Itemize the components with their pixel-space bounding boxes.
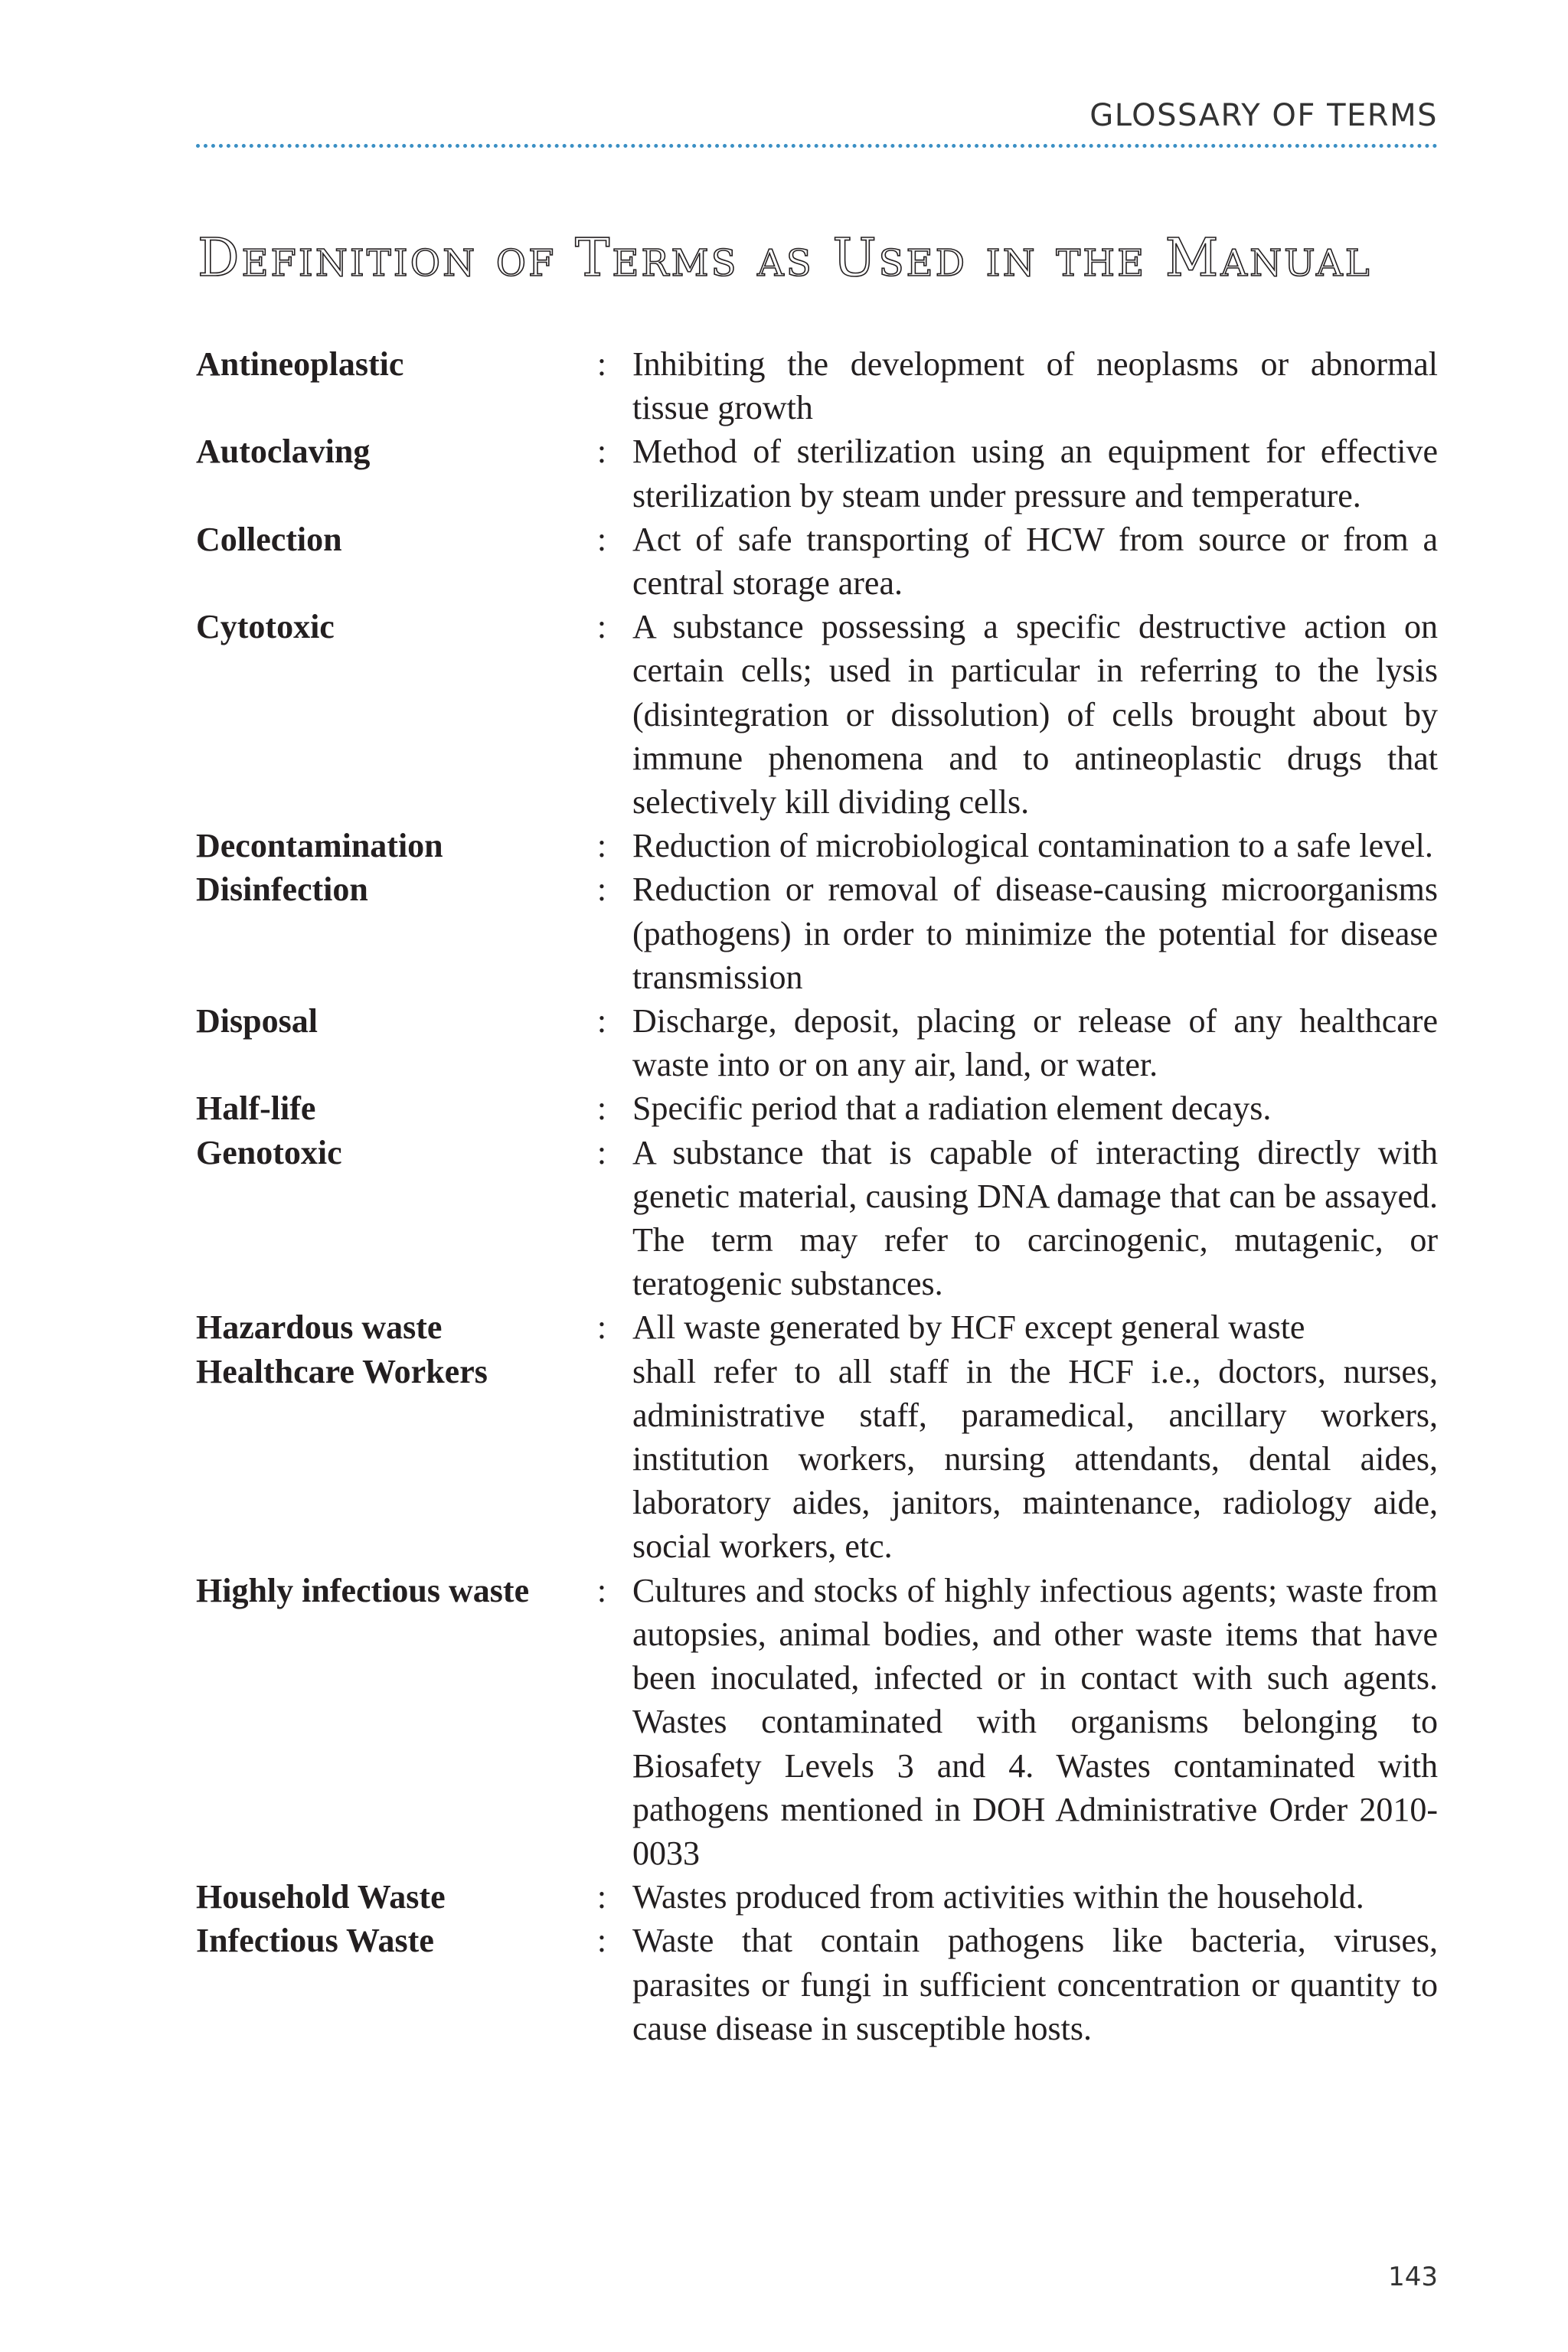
glossary-definition: All waste generated by HCF except general waste	[632, 1308, 1305, 1347]
term-separator: :	[596, 345, 607, 383]
glossary-term: Healthcare Workers	[196, 1352, 488, 1390]
page-number: 143	[1388, 2262, 1438, 2292]
running-header-title: GLOSSARY OF TERMS	[1089, 98, 1438, 133]
glossary-list	[196, 342, 1438, 2050]
glossary-definition: Reduction or removal of disease-causing microorganisms (pathogens) in order to minimize the potential for disease transmission	[632, 871, 1438, 996]
glossary-term: Hazardous waste	[196, 1308, 443, 1347]
term-separator: :	[596, 1133, 607, 1171]
term-separator: :	[596, 1089, 607, 1128]
glossary-entry-decontamination	[196, 824, 1438, 867]
glossary-term: Antineoplastic	[196, 345, 404, 383]
glossary-entry-disposal	[196, 999, 1438, 1086]
glossary-entry-healthcare-workers	[196, 1350, 1438, 1569]
term-separator: :	[596, 520, 607, 558]
glossary-definition: Wastes produced from activities within the household.	[632, 1878, 1364, 1916]
glossary-term: Cytotoxic	[196, 608, 335, 646]
term-separator: :	[596, 433, 607, 471]
term-separator: :	[596, 608, 607, 646]
glossary-definition: Reduction of microbiological contamination to a safe level.	[632, 827, 1433, 865]
glossary-definition: Inhibiting the development of neoplasms or abnormal tissue growth	[632, 345, 1438, 427]
glossary-term: Highly infectious waste	[196, 1571, 530, 1609]
term-separator: :	[596, 1922, 607, 1960]
glossary-term: Infectious Waste	[196, 1922, 434, 1960]
glossary-entry-highly-infectious-waste	[196, 1569, 1438, 1875]
glossary-definition: Waste that contain pathogens like bacteria, viruses, parasites or fungi in sufficient concentration or quantity to cause disease in susceptible hosts.	[632, 1922, 1438, 2047]
glossary-definition: Discharge, deposit, placing or release of any healthcare waste into or on any air, land, or water.	[632, 1002, 1438, 1084]
term-separator: :	[596, 827, 607, 865]
glossary-definition: shall refer to all staff in the HCF i.e., doctors, nurses, administrative staff, paramedical, ancillary workers, institution workers, nursing attendants, dental aides, laboratory aides, janitors, maintenance, radiology aide, social workers, etc.	[632, 1352, 1438, 1566]
glossary-entry-cytotoxic	[196, 605, 1438, 824]
glossary-definition: Specific period that a radiation element decays.	[632, 1089, 1272, 1128]
term-separator: :	[596, 1308, 607, 1347]
glossary-entry-household-waste	[196, 1875, 1438, 1919]
glossary-term: Household Waste	[196, 1878, 446, 1916]
term-separator: :	[596, 1002, 607, 1040]
glossary-entry-genotoxic	[196, 1131, 1438, 1306]
glossary-entry-hazardous-waste	[196, 1305, 1438, 1349]
glossary-definition: Method of sterilization using an equipment for effective sterilization by steam under pressure and temperature.	[632, 433, 1438, 514]
glossary-definition: A substance possessing a specific destructive action on certain cells; used in particular in referring to the lysis (disintegration or dissolution) of cells brought about by immune phenomena and to antineoplastic drugs that selectively kill dividing cells.	[632, 608, 1438, 822]
glossary-term: Autoclaving	[196, 433, 371, 471]
term-separator: :	[596, 1878, 607, 1916]
glossary-term: Genotoxic	[196, 1133, 342, 1171]
glossary-term: Decontamination	[196, 827, 443, 865]
glossary-term: Collection	[196, 520, 342, 558]
term-separator: :	[596, 871, 607, 909]
glossary-entry-disinfection	[196, 867, 1438, 999]
term-separator: :	[596, 1571, 607, 1609]
glossary-term: Disposal	[196, 1002, 318, 1040]
glossary-definition: A substance that is capable of interacting directly with genetic material, causing DNA damage that can be assayed. The term may refer to carcinogenic, mutagenic, or teratogenic substances.	[632, 1133, 1438, 1303]
page-title: Definition of Terms as Used in the Manual	[198, 228, 1372, 289]
running-header	[196, 98, 1438, 148]
glossary-entry-infectious-waste	[196, 1919, 1438, 2050]
glossary-definition: Cultures and stocks of highly infectious agents; waste from autopsies, animal bodies, and other waste items that have been inoculated, infected or in contact with such agents. Wastes contaminated with organisms belonging to Biosafety Levels 3 and 4. Wastes contaminated with pathogens mentioned in DOH Administrative Order 2010-0033	[632, 1571, 1438, 1872]
glossary-entry-half-life	[196, 1086, 1438, 1130]
glossary-term: Disinfection	[196, 871, 368, 909]
glossary-term: Half-life	[196, 1089, 316, 1128]
glossary-definition: Act of safe transporting of HCW from source or from a central storage area.	[632, 520, 1438, 603]
glossary-entry-collection	[196, 518, 1438, 605]
glossary-entry-autoclaving	[196, 430, 1438, 517]
glossary-entry-antineoplastic	[196, 342, 1438, 430]
